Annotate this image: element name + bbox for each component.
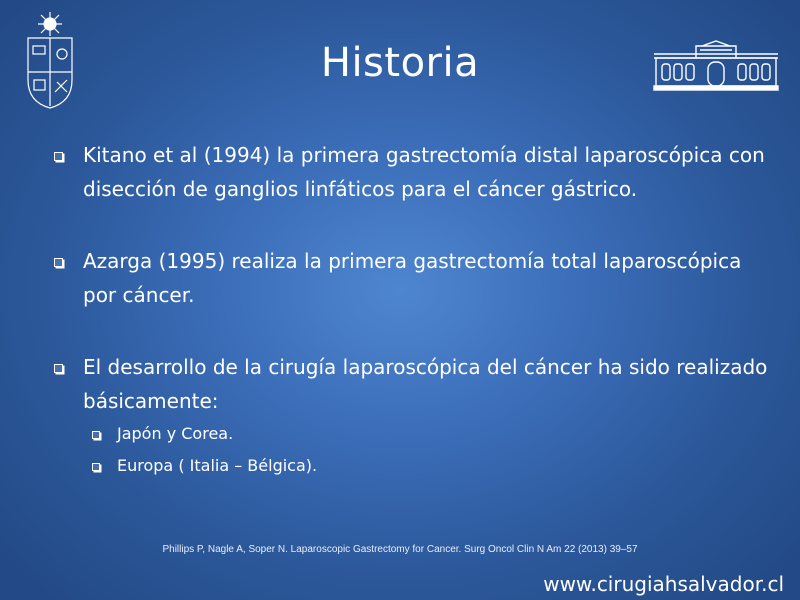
bullet-item bbox=[50, 350, 770, 418]
square-bullet-icon bbox=[92, 463, 100, 471]
square-bullet-icon bbox=[54, 364, 63, 373]
sub-bullet-item bbox=[50, 418, 770, 450]
bullet-item bbox=[50, 138, 770, 206]
sub-bullet-item bbox=[50, 450, 770, 482]
website-url: www.cirugiahsalvador.cl bbox=[543, 572, 784, 596]
sub-bullet-text: Japón y Corea. bbox=[117, 424, 234, 443]
bullet-text: Kitano et al (1994) la primera gastrectomía distal laparoscópica con disección de ganglios linfáticos para el cáncer gástrico. bbox=[83, 143, 765, 201]
page-title: Historia bbox=[320, 40, 480, 86]
bullet-list bbox=[50, 138, 770, 482]
bullet-item bbox=[50, 244, 770, 312]
square-bullet-icon bbox=[92, 431, 100, 439]
reference-citation: Phillips P, Nagle A, Soper N. Laparoscopic Gastrectomy for Cancer. Surg Oncol Clin N Am 22 (2013) 39–57 bbox=[162, 544, 638, 555]
bullet-text: Azarga (1995) realiza la primera gastrectomía total laparoscópica por cáncer. bbox=[83, 249, 742, 307]
sub-bullet-text: Europa ( Italia – Bélgica). bbox=[117, 456, 318, 475]
bullet-text: El desarrollo de la cirugía laparoscópica del cáncer ha sido realizado básicamente: bbox=[83, 355, 768, 413]
square-bullet-icon bbox=[54, 152, 63, 161]
hospital-building-icon bbox=[652, 40, 780, 92]
square-bullet-icon bbox=[54, 258, 63, 267]
